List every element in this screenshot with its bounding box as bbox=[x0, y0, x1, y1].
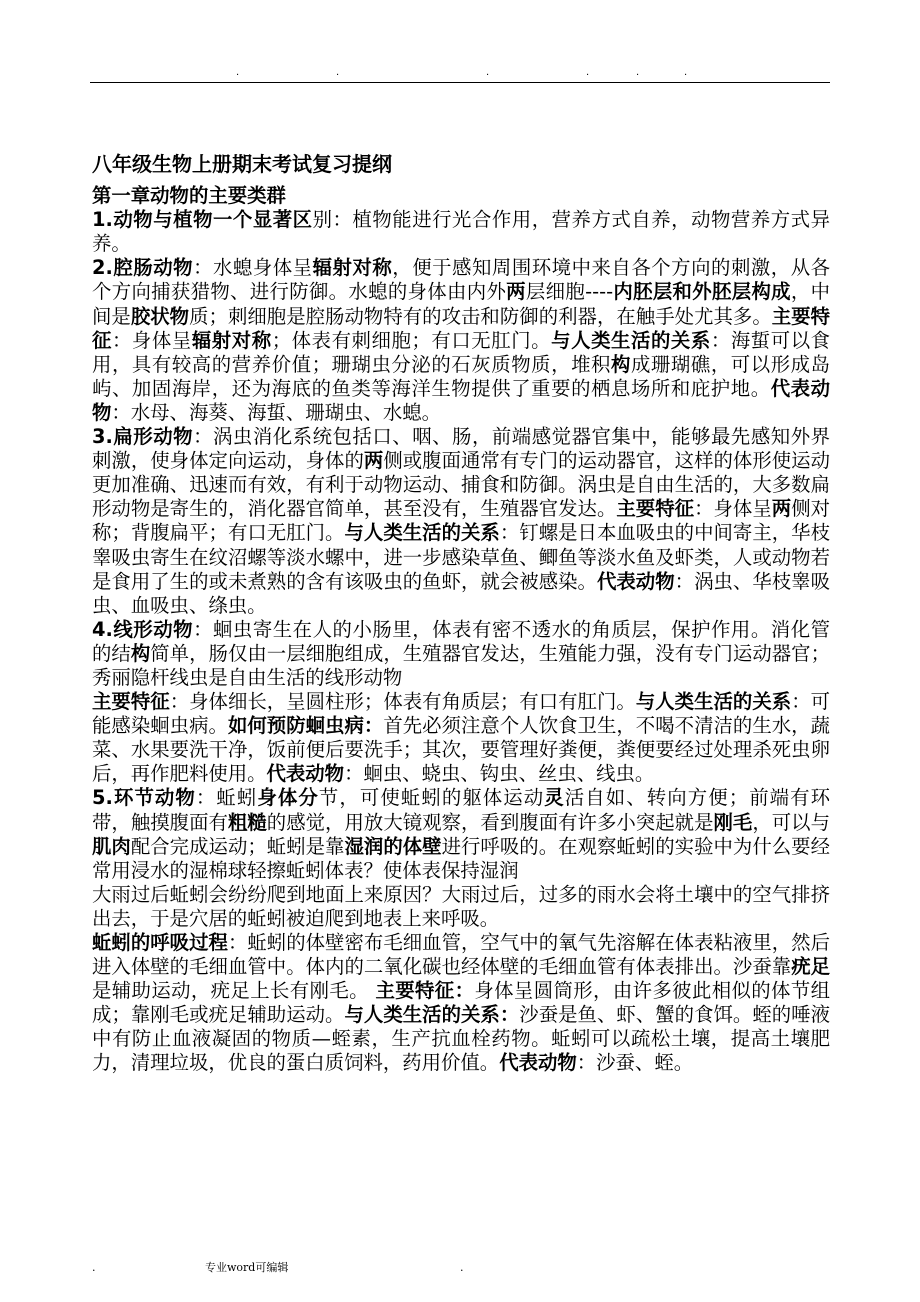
representative-label: 代表动物 bbox=[596, 569, 675, 593]
section-5: 5.环节动物：蚯蚓身体分节，可使蚯蚓的躯体运动灵活自如、转向方便；前端有环带，触摸腹面有粗糙的感觉，用放大镜观察，看到腹面有许多小突起就是刚毛，可以与肌肉配合完成运动；蚯蚓是靠湿润的体壁进行呼吸的。在观察蚯蚓的实验中为什么要经常用浸水的湿棉球轻擦蚯蚓体表？使体表保持湿润 bbox=[92, 786, 831, 882]
features-label: 主要特征 bbox=[92, 690, 170, 714]
chapter-heading: 第一章动物的主要类群 bbox=[92, 184, 286, 208]
section-1-heading: 1.动物与植物一个显著区 bbox=[92, 208, 313, 232]
relation-label: 与人类生活的关系 bbox=[635, 690, 792, 714]
features-label: 主要特征 bbox=[92, 304, 830, 352]
header-rule bbox=[90, 82, 830, 83]
header-dot: . bbox=[684, 67, 688, 78]
footer-text: 专业word可编辑 bbox=[205, 1261, 289, 1274]
section-2: 2.腔肠动物：水螅身体呈辐射对称，便于感知周围环境中来自各个方向的刺激，从各个方向捕获猎物、进行防御。水螅的身体由内外两层细胞----内胚层和外胚层构成，中间是胶状物质；刺细胞是腔肠动物特有的攻击和防御的利器，在触手处尤其多。主要特征：身体呈辐射对称；体表有刺细胞；有口无肛门。与人类生活的关系：海蜇可以食用，具有较高的营养价值；珊瑚虫分泌的石灰质物质，堆积构成珊瑚礁，可以形成岛屿、加固海岸，还为海底的鱼类等海洋生物提供了重要的栖息场所和庇护地。代表动物：水母、海葵、海蜇、珊瑚虫、水螅。 bbox=[92, 256, 831, 424]
relation-label: 与人类生活的关系 bbox=[551, 328, 711, 352]
document-body bbox=[92, 152, 830, 1076]
footer-dot-left: . bbox=[92, 1261, 96, 1274]
representative-label: 代表动物 bbox=[92, 376, 831, 424]
header-dot: . bbox=[636, 67, 640, 78]
header-dot: . bbox=[236, 67, 240, 78]
section-5-rain: 大雨过后蚯蚓会纷纷爬到地面上来原因？大雨过后，过多的雨水会将土壤中的空气排挤出去，于是穴居的蚯蚓被迫爬到地表上来呼吸。 bbox=[92, 882, 830, 930]
features-label: 主要特征 bbox=[616, 497, 695, 521]
section-2-heading: 2.腔肠动物 bbox=[92, 256, 194, 280]
section-1: 1.动物与植物一个显著区别：植物能进行光合作用，营养方式自养，动物营养方式异养。 bbox=[92, 208, 830, 256]
section-3: 3.扁形动物：涡虫消化系统包括口、咽、肠，前端感觉器官集中，能够最先感知外界刺激，使身体定向运动，身体的两侧或腹面通常有专门的运动器官，这样的体形使运动更加准确、迅速而有效，有利于动物运动、捕食和防御。涡虫是自由生活的，大多数扁形动物是寄生的，消化器官简单，甚至没有，生殖器官发达。主要特征：身体呈两侧对称；背腹扁平；有口无肛门。与人类生活的关系：钉螺是日本血吸虫的中间寄主，华枝睾吸虫寄生在纹沼螺等淡水螺中，进一步感染草鱼、鲫鱼等淡水鱼及虾类，人或动物若是食用了生的或未煮熟的含有该吸虫的鱼虾，就会被感染。代表动物：涡虫、华枝睾吸虫、血吸虫、绦虫。 bbox=[92, 425, 831, 617]
breathing-label: 蚯蚓的呼吸过程 bbox=[92, 931, 228, 954]
section-4: 4.线形动物：蛔虫寄生在人的小肠里，体表有密不透水的角质层，保护作用。消化管的结构简单，肠仅由一层细胞组成，生殖器官发达，生殖能力强，没有专门运动器官；秀丽隐杆线虫是自由生活的线形动物 bbox=[92, 617, 831, 689]
header-dots bbox=[90, 66, 830, 80]
header-dot: . bbox=[336, 67, 340, 78]
section-4-features: 主要特征：身体细长，呈圆柱形；体表有角质层；有口有肛门。与人类生活的关系：可能感染蛔虫病。如何预防蛔虫病：首先必须注意个人饮食卫生，不喝不清洁的生水，蔬菜、水果要洗干净，饭前便后要洗手；其次，要管理好粪便，粪便要经过处理杀死虫卵后，再作肥料使用。代表动物：蛔虫、蛲虫、钩虫、丝虫、线虫。 bbox=[92, 690, 830, 786]
document-title: 八年级生物上册期末考试复习提纲 bbox=[92, 152, 392, 176]
footer-dot-right: . bbox=[460, 1261, 464, 1274]
section-5-heading: 5.环节动物 bbox=[92, 786, 196, 810]
representative-label: 代表动物 bbox=[499, 1051, 577, 1075]
prevention-label: 如何预防蛔虫病： bbox=[227, 714, 384, 738]
section-4-heading: 4.线形动物 bbox=[92, 617, 194, 641]
section-3-heading: 3.扁形动物 bbox=[92, 425, 194, 449]
features-label: 主要特征： bbox=[375, 979, 475, 1003]
representative-label: 代表动物 bbox=[266, 762, 345, 786]
header-dot: . bbox=[586, 67, 590, 78]
page-footer bbox=[90, 1258, 830, 1278]
relation-label: 与人类生活的关系： bbox=[344, 1003, 520, 1027]
header-dot: . bbox=[486, 67, 490, 78]
relation-label: 与人类生活的关系 bbox=[344, 521, 500, 545]
section-5-breathing: 蚯蚓的呼吸过程：蚯蚓的体壁密布毛细血管，空气中的氧气先溶解在体表粘液里，然后进入体壁的毛细血管中。体内的二氧化碳也经体壁的毛细血管有体表排出。沙蚕靠疣足是辅助运动，疣足上长有刚毛。 主要特征：身体呈圆筒形，由许多彼此相似的体节组成；靠刚毛或疣足辅助运动。与人类生活的关系：沙蚕是鱼、虾、蟹的食饵。蛭的唾液中有防止血液凝固的物质—蛭素，生产抗血栓药物。蚯蚓可以疏松土壤，提高土壤肥力，清理垃圾，优良的蛋白质饲料，药用价值。代表动物：沙蚕、蛭。 bbox=[92, 931, 831, 1075]
